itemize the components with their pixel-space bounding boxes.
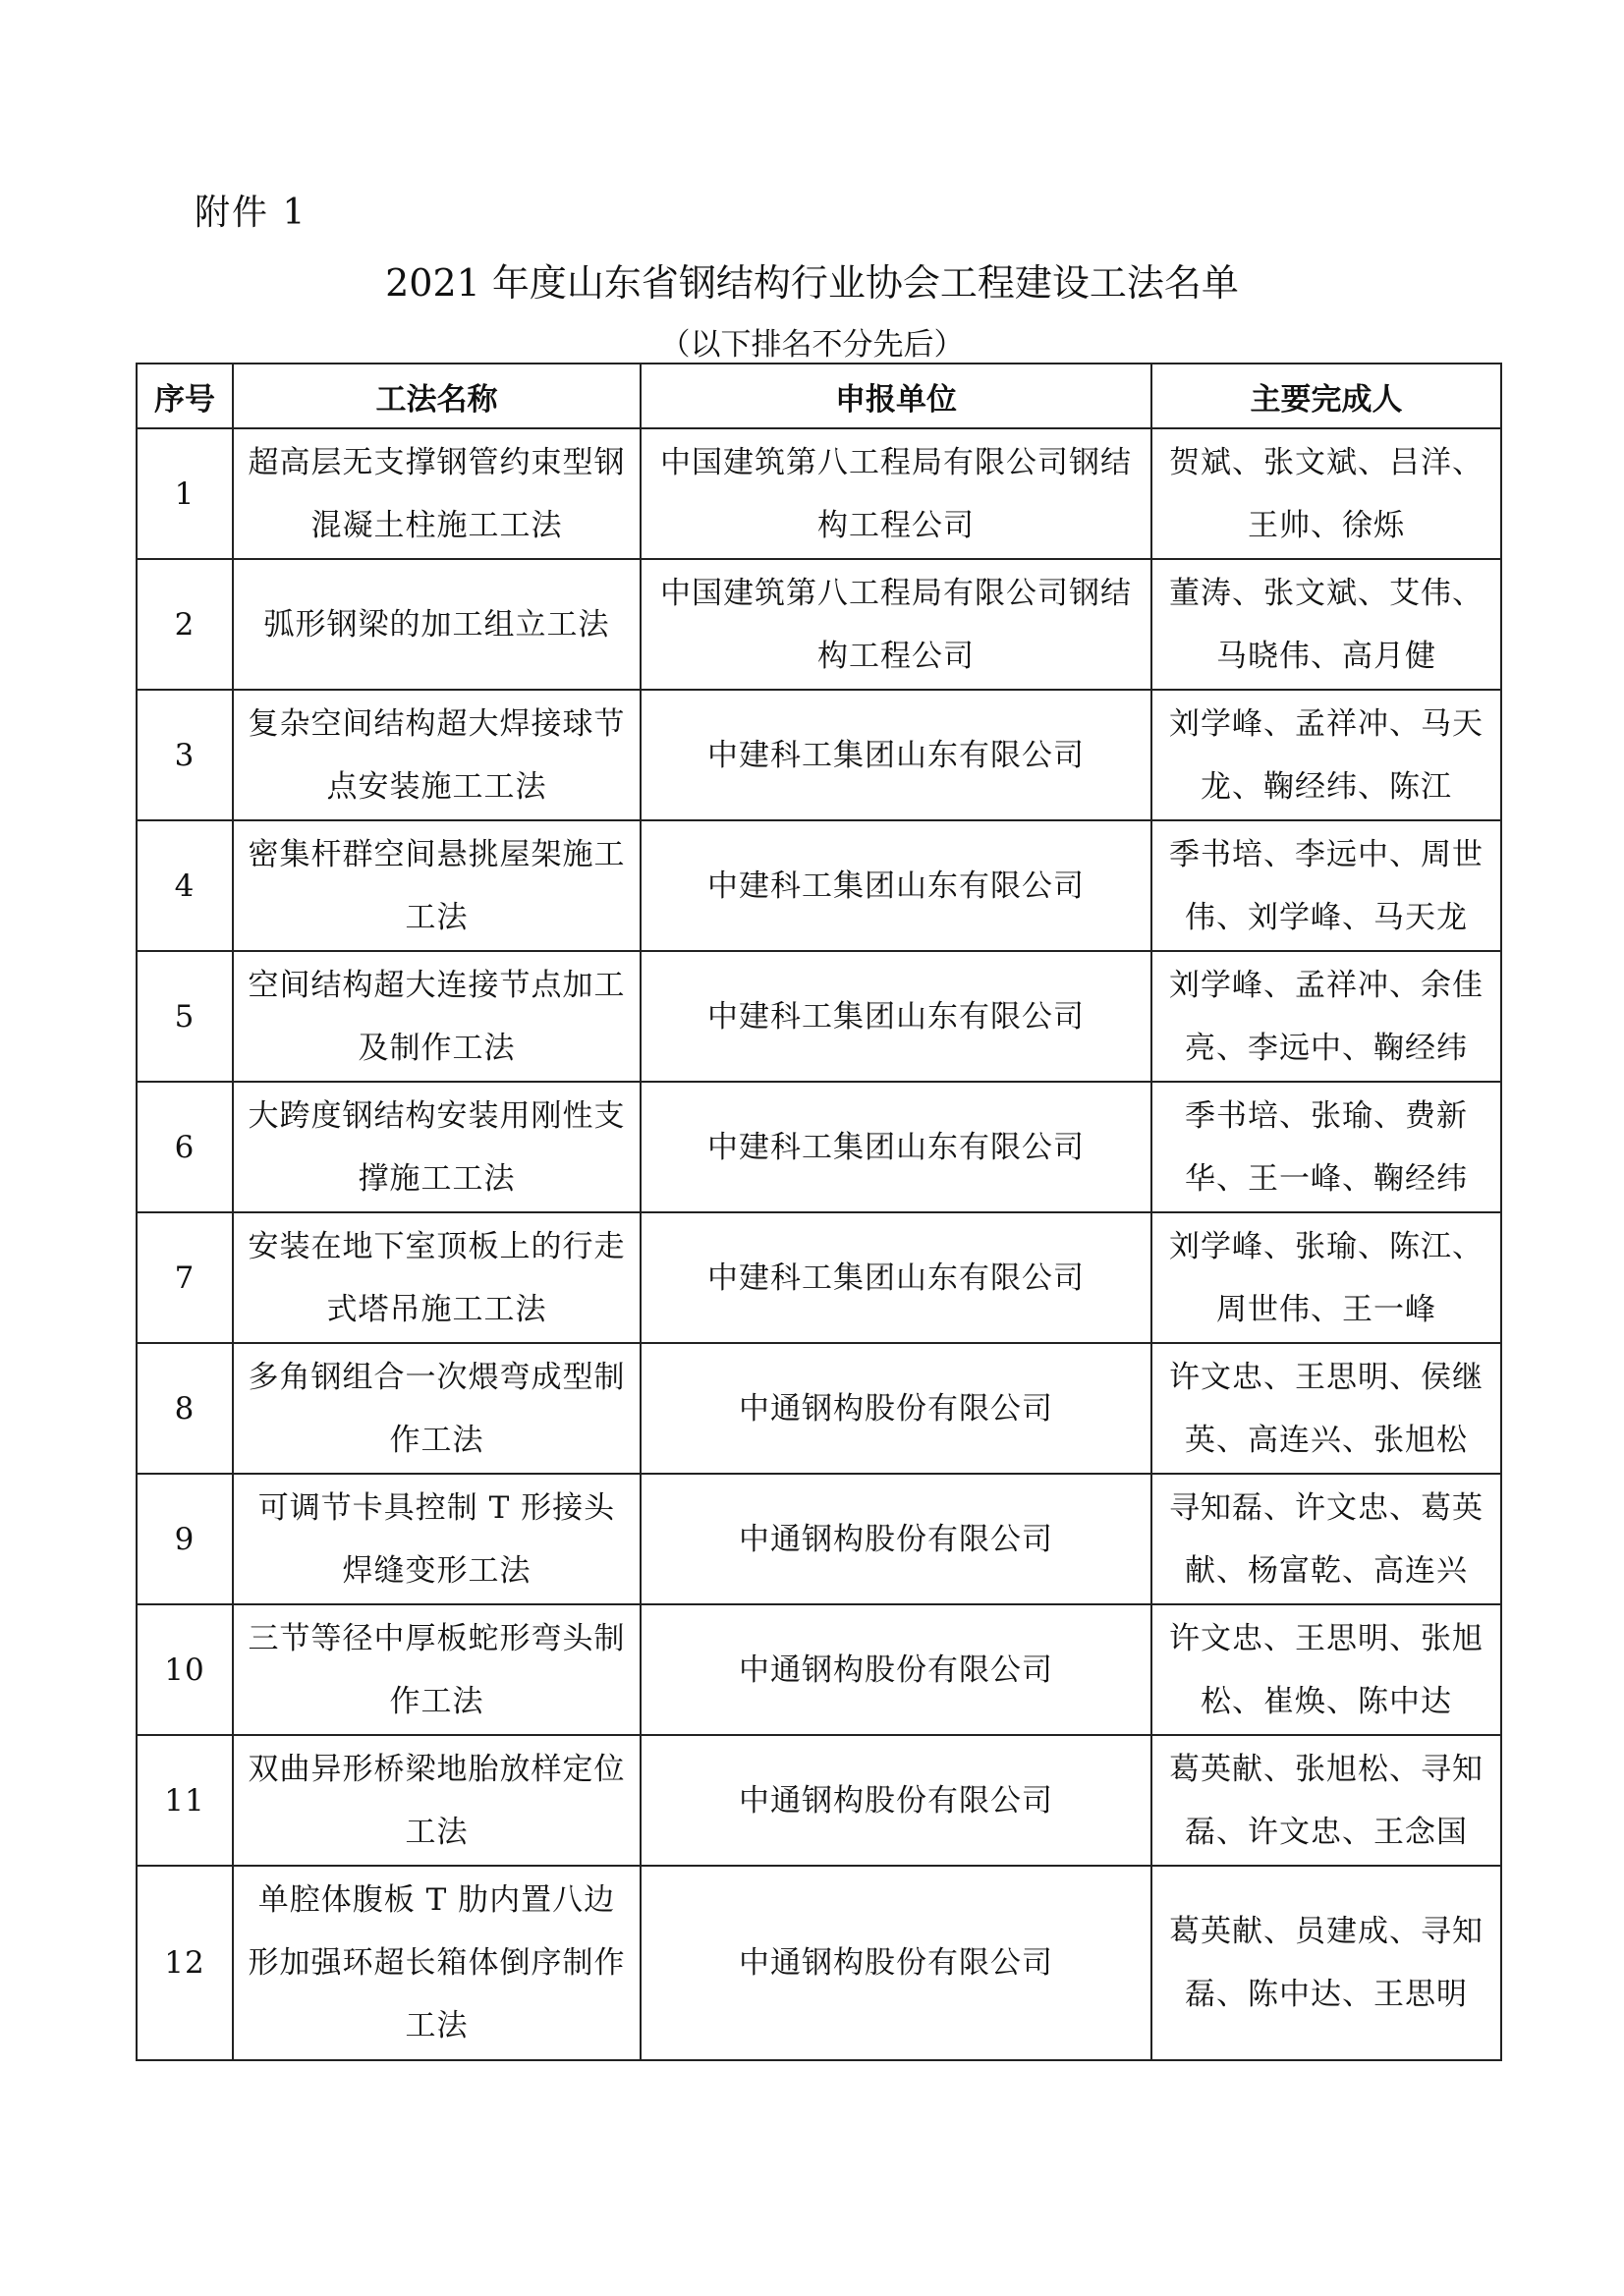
cell-people: 董涛、张文斌、艾伟、马晓伟、高月健 [1151,559,1501,690]
table-row [137,1604,1501,1735]
cell-unit: 中建科工集团山东有限公司 [641,820,1151,951]
cell-method: 三节等径中厚板蛇形弯头制作工法 [233,1604,641,1735]
document-title: 2021 年度山东省钢结构行业协会工程建设工法名单 [385,261,1239,305]
cell-people: 贺斌、张文斌、吕洋、王帅、徐烁 [1151,428,1501,559]
cell-unit: 中国建筑第八工程局有限公司钢结构工程公司 [641,559,1151,690]
cell-seq: 10 [137,1604,233,1735]
cell-seq: 2 [137,559,233,690]
cell-method: 复杂空间结构超大焊接球节点安装施工工法 [233,690,641,820]
cell-seq: 6 [137,1082,233,1212]
cell-method: 空间结构超大连接节点加工及制作工法 [233,951,641,1082]
cell-seq: 5 [137,951,233,1082]
cell-method: 大跨度钢结构安装用刚性支撑施工工法 [233,1082,641,1212]
table-row [137,1866,1501,2060]
cell-seq: 3 [137,690,233,820]
cell-unit: 中通钢构股份有限公司 [641,1866,1151,2060]
attachment-label: 附件 1 [195,193,308,233]
table-row [137,951,1501,1082]
table-row [137,1212,1501,1343]
table-row [137,428,1501,559]
cell-people: 刘学峰、张瑜、陈江、周世伟、王一峰 [1151,1212,1501,1343]
cell-method: 安装在地下室顶板上的行走式塔吊施工工法 [233,1212,641,1343]
header-seq: 序号 [137,364,233,428]
cell-unit: 中通钢构股份有限公司 [641,1604,1151,1735]
cell-people: 刘学峰、孟祥冲、马天龙、鞠经纬、陈江 [1151,690,1501,820]
document-subtitle: （以下排名不分先后） [659,327,965,363]
cell-unit: 中建科工集团山东有限公司 [641,1082,1151,1212]
cell-people: 季书培、张瑜、费新华、王一峰、鞠经纬 [1151,1082,1501,1212]
header-people: 主要完成人 [1151,364,1501,428]
cell-unit: 中国建筑第八工程局有限公司钢结构工程公司 [641,428,1151,559]
cell-unit: 中建科工集团山东有限公司 [641,1212,1151,1343]
cell-people: 寻知磊、许文忠、葛英献、杨富乾、高连兴 [1151,1474,1501,1604]
header-unit: 申报单位 [641,364,1151,428]
cell-seq: 4 [137,820,233,951]
cell-method: 弧形钢梁的加工组立工法 [233,559,641,690]
cell-method: 密集杆群空间悬挑屋架施工工法 [233,820,641,951]
table-row [137,820,1501,951]
cell-method: 单腔体腹板 T 肋内置八边形加强环超长箱体倒序制作工法 [233,1866,641,2060]
table-row [137,1082,1501,1212]
table-header-row [137,364,1501,428]
cell-unit: 中建科工集团山东有限公司 [641,951,1151,1082]
cell-seq: 9 [137,1474,233,1604]
cell-seq: 11 [137,1735,233,1866]
table-row [137,690,1501,820]
cell-method: 可调节卡具控制 T 形接头焊缝变形工法 [233,1474,641,1604]
cell-people: 葛英献、张旭松、寻知磊、许文忠、王念国 [1151,1735,1501,1866]
cell-seq: 1 [137,428,233,559]
method-list-table [136,363,1502,2061]
table-row [137,559,1501,690]
cell-people: 许文忠、王思明、张旭松、崔焕、陈中达 [1151,1604,1501,1735]
cell-unit: 中通钢构股份有限公司 [641,1735,1151,1866]
cell-method: 双曲异形桥梁地胎放样定位工法 [233,1735,641,1866]
cell-seq: 12 [137,1866,233,2060]
cell-people: 葛英献、员建成、寻知磊、陈中达、王思明 [1151,1866,1501,2060]
cell-people: 刘学峰、孟祥冲、余佳亮、李远中、鞠经纬 [1151,951,1501,1082]
table-row [137,1343,1501,1474]
table-row [137,1474,1501,1604]
cell-people: 许文忠、王思明、侯继英、高连兴、张旭松 [1151,1343,1501,1474]
cell-unit: 中通钢构股份有限公司 [641,1474,1151,1604]
header-method: 工法名称 [233,364,641,428]
cell-seq: 7 [137,1212,233,1343]
cell-unit: 中通钢构股份有限公司 [641,1343,1151,1474]
cell-unit: 中建科工集团山东有限公司 [641,690,1151,820]
cell-seq: 8 [137,1343,233,1474]
table-row [137,1735,1501,1866]
cell-people: 季书培、李远中、周世伟、刘学峰、马天龙 [1151,820,1501,951]
cell-method: 超高层无支撑钢管约束型钢混凝土柱施工工法 [233,428,641,559]
cell-method: 多角钢组合一次煨弯成型制作工法 [233,1343,641,1474]
